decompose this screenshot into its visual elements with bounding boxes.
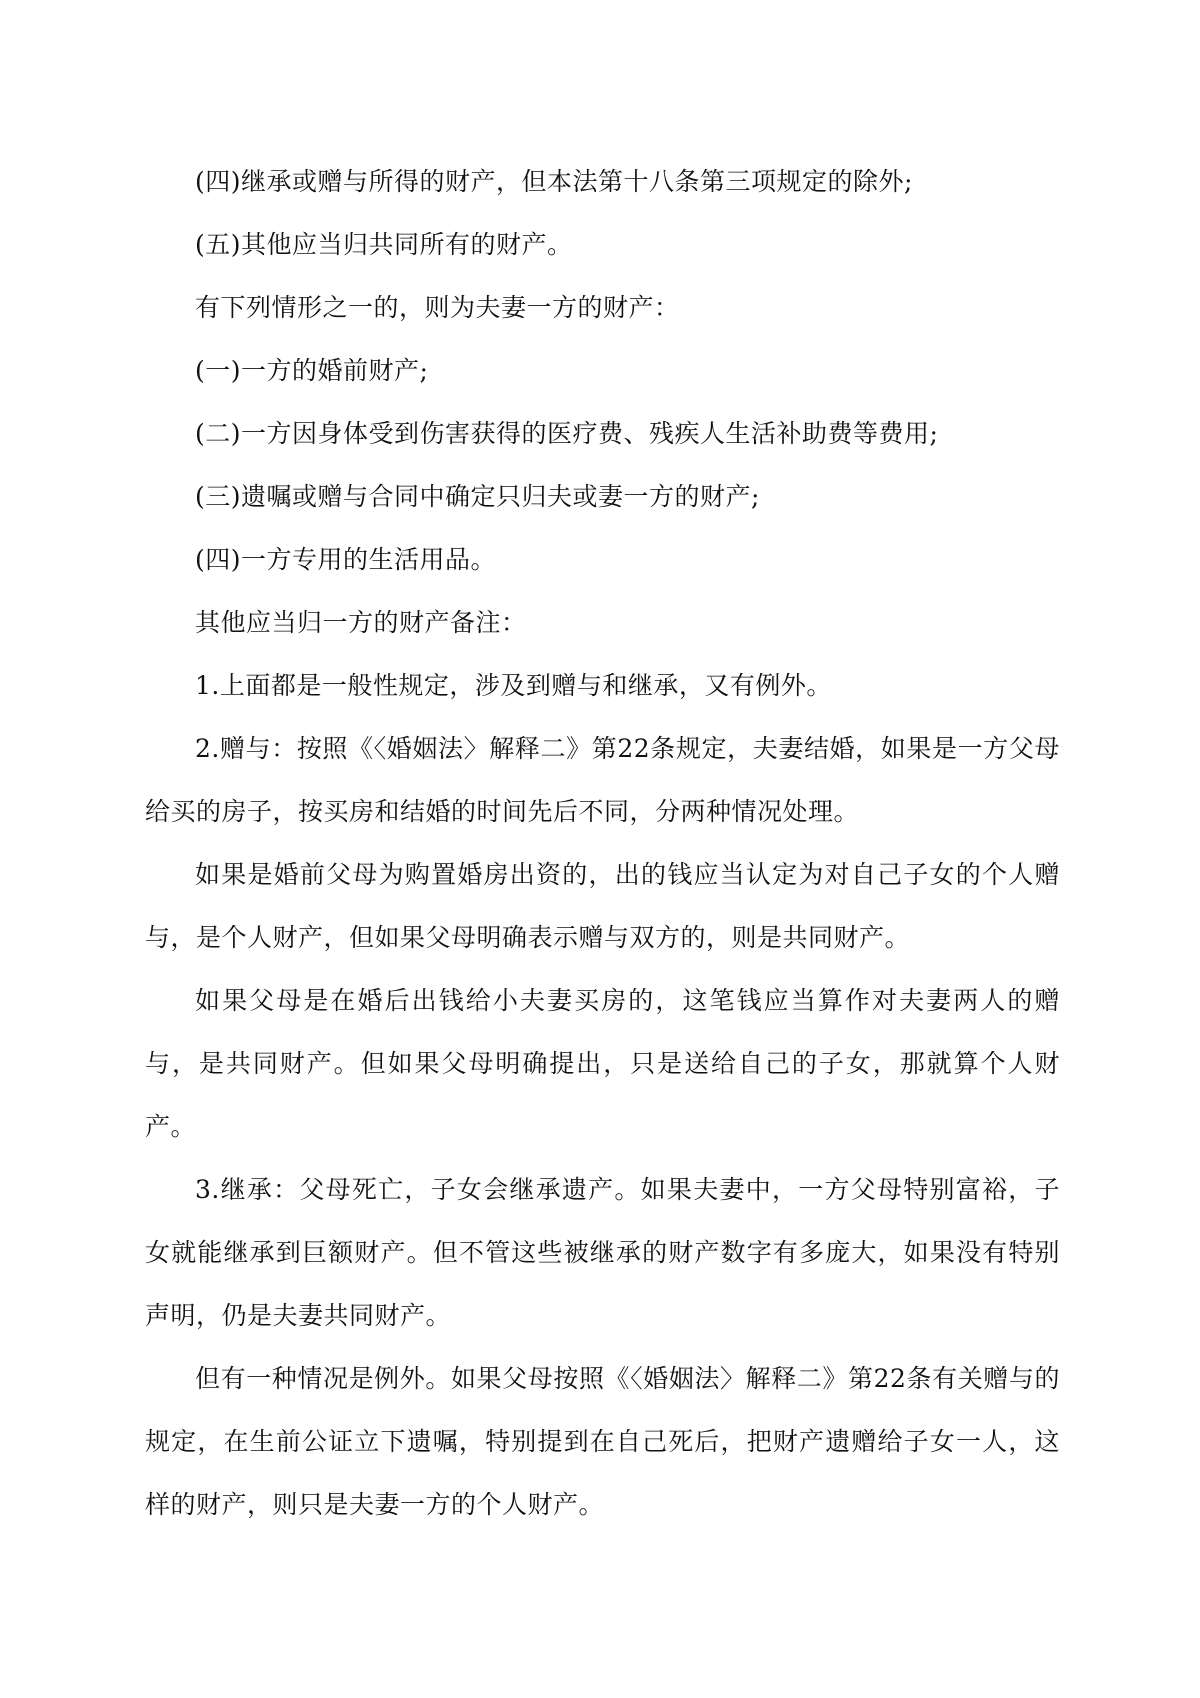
document-body [145,150,1060,1536]
paragraph-6: (三)遗嘱或赠与合同中确定只归夫或妻一方的财产; [195,482,760,511]
paragraph-4: (一)一方的婚前财产; [195,356,429,385]
paragraph-2: (五)其他应当归共同所有的财产。 [195,230,573,259]
paragraph-3: 有下列情形之一的，则为夫妻一方的财产： [195,293,680,322]
paragraph-10: 2.赠与：按照《〈婚姻法〉解释二》第22条规定，夫妻结婚，如果是一方父母给买的房子，按买房和结婚的时间先后不同，分两种情况处理。 [145,734,1060,826]
paragraph-1: (四)继承或赠与所得的财产，但本法第十八条第三项规定的除外; [195,167,913,196]
paragraph-7: (四)一方专用的生活用品。 [195,545,497,574]
paragraph-9: 1.上面都是一般性规定，涉及到赠与和继承，又有例外。 [195,671,832,700]
paragraph-13: 3.继承：父母死亡，子女会继承遗产。如果夫妻中，一方父母特别富裕，子女就能继承到巨额财产。但不管这些被继承的财产数字有多庞大，如果没有特别声明，仍是夫妻共同财产。 [145,1175,1060,1330]
paragraph-12: 如果父母是在婚后出钱给小夫妻买房的，这笔钱应当算作对夫妻两人的赠与，是共同财产。但如果父母明确提出，只是送给自己的子女，那就算个人财产。 [145,986,1060,1141]
paragraph-11: 如果是婚前父母为购置婚房出资的，出的钱应当认定为对自己子女的个人赠与，是个人财产，但如果父母明确表示赠与双方的，则是共同财产。 [145,860,1060,952]
paragraph-8: 其他应当归一方的财产备注： [195,608,527,637]
paragraph-14: 但有一种情况是例外。如果父母按照《〈婚姻法〉解释二》第22条有关赠与的规定，在生前公证立下遗嘱，特别提到在自己死后，把财产遗赠给子女一人，这样的财产，则只是夫妻一方的个人财产。 [145,1364,1060,1519]
paragraph-5: (二)一方因身体受到伤害获得的医疗费、残疾人生活补助费等费用; [195,419,939,448]
